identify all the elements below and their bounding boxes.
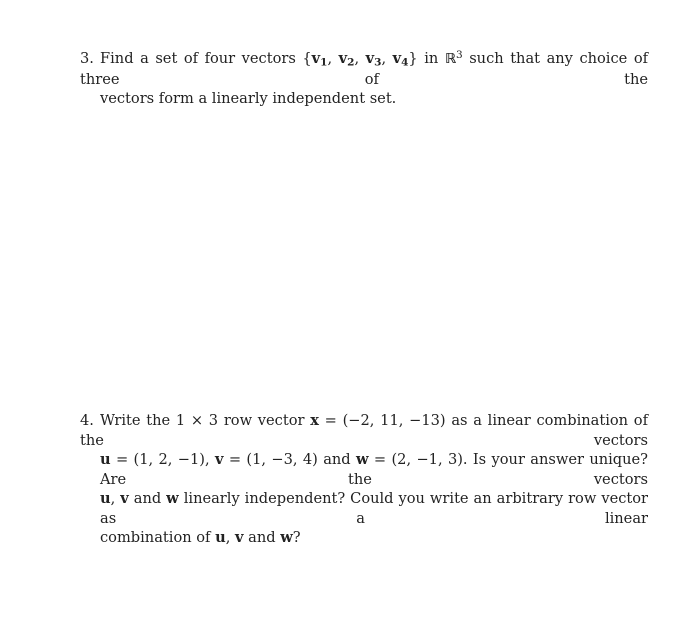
vector-u: u: [215, 529, 226, 546]
real-space-symbol: ℝ: [444, 51, 456, 67]
problem-number: 3.: [80, 50, 94, 67]
problem-number: 4.: [80, 412, 94, 429]
problem-text: such that any choice of three of the: [80, 50, 649, 88]
problem-text: linearly independent? Could you write an arbitrary row vector as a linear: [100, 490, 648, 527]
vector-v3: $v_3$: [365, 50, 382, 69]
problem-4-line-4: [80, 528, 648, 548]
vector-v2: $v_2$: [338, 50, 355, 69]
problem-text: = (−2, 11, −13) as a linear combination of the vectors: [80, 412, 648, 449]
vector-w: w: [355, 451, 369, 468]
vector-v1: $v_1$: [311, 50, 328, 69]
vector-w: w: [280, 529, 293, 546]
space-exponent: 3: [455, 48, 463, 61]
problem-text: Write the 1 × 3 row vector: [100, 412, 311, 429]
vector-u: u: [100, 451, 111, 468]
problem-text: = (1, −3, 4) and: [223, 451, 356, 468]
vector-u: u: [100, 490, 111, 507]
problem-text: } in: [408, 50, 445, 67]
problem-text: = (1, 2, −1),: [110, 451, 215, 468]
problem-3-line-2: vectors form a linearly independent set.: [100, 90, 397, 107]
problem-4-line-3: [80, 489, 648, 528]
vector-v: v: [120, 490, 129, 507]
problem-text: ,: [225, 529, 235, 546]
vector-v: v: [235, 529, 244, 546]
problem-3-line-1: 3. Find a set of four vectors {$v_1$, $v_2$, $v_3$, $v_4$} in ℝ$^3$ such that any choice of three of the: [80, 48, 649, 88]
problem-text: ?: [292, 529, 301, 546]
problem-3: [80, 49, 648, 109]
problem-text: ,: [110, 490, 121, 507]
problem-text: Find a set of four vectors {: [100, 50, 312, 67]
problem-4: [80, 411, 648, 548]
vector-x: x: [310, 412, 319, 429]
problem-text: = (2, −1, 3). Is your answer unique? Are the vectors: [100, 451, 648, 488]
problem-text: combination of: [100, 529, 216, 546]
vector-w: w: [166, 490, 179, 507]
problem-4-line-2: [80, 450, 648, 489]
vector-v: v: [214, 451, 224, 468]
vector-v4: $v_4$: [392, 50, 409, 69]
problem-4-line-1: [80, 411, 648, 450]
problem-text: and: [128, 490, 167, 507]
problem-text: and: [243, 529, 281, 546]
